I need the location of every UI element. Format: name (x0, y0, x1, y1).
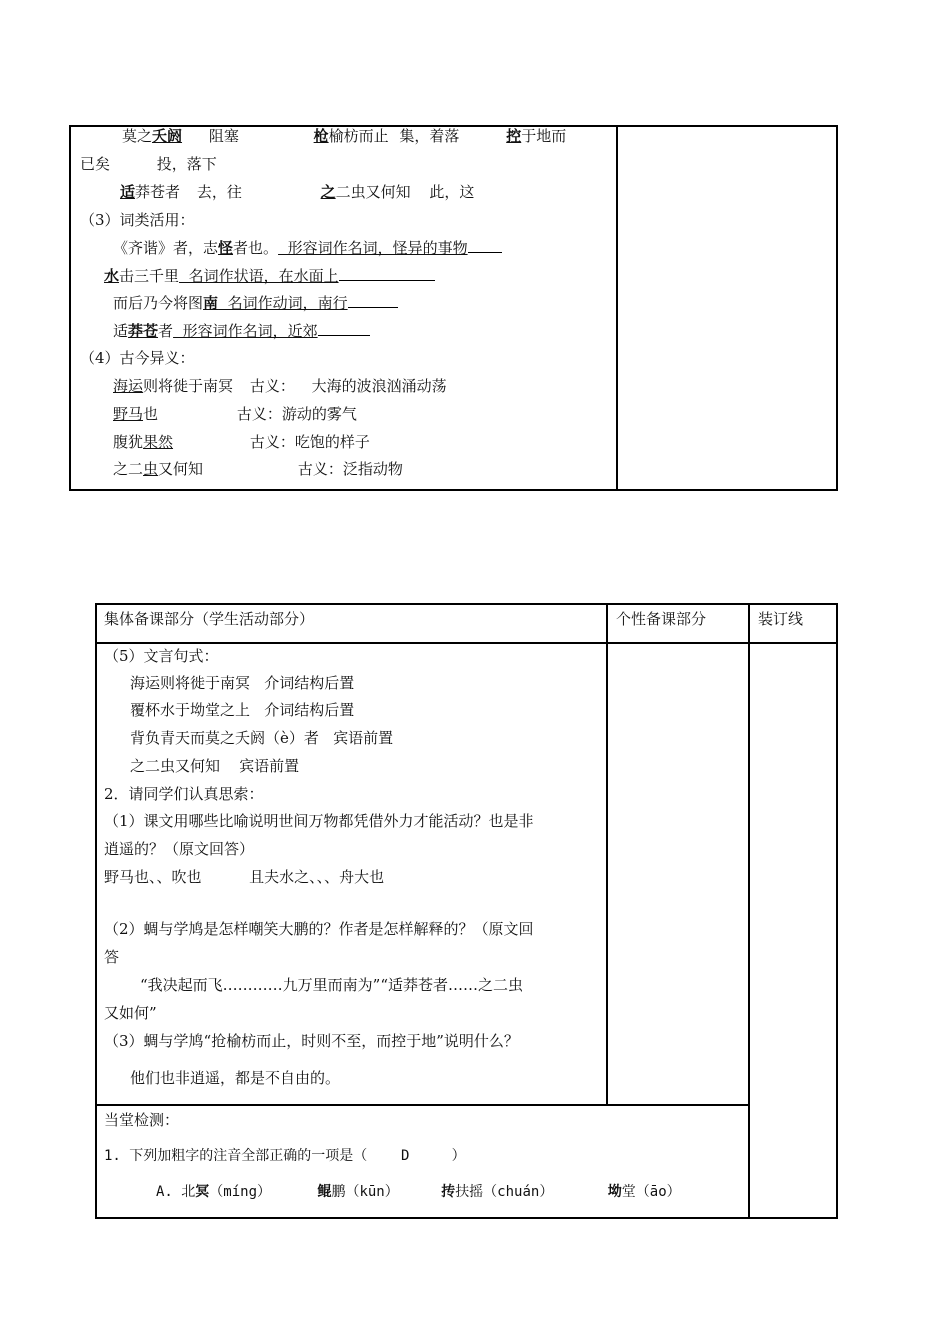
section-4-title: （4）古今异义： (80, 349, 195, 367)
mc-question-1: 1. 下列加粗字的注音全部正确的一项是（ D ） (104, 1148, 466, 1164)
term-kong: 控 (506, 127, 522, 145)
col-divider-2 (748, 603, 750, 1219)
sentence-3: 背负青天而莫之夭阏（è）者 宾语前置 (130, 729, 394, 747)
sentence-1: 海运则将徙于南冥 介词结构后置 (130, 674, 355, 692)
table-1-divider (616, 125, 618, 491)
usage-4: 适莽苍者 形容词作名词，近郊 (113, 321, 370, 340)
term-qiang: 枪 (313, 127, 329, 145)
check-divider (95, 1104, 750, 1106)
question-2: 2．请同学们认真思索： (104, 785, 264, 803)
row-3: 适莽苍者 去，往 之二虫又何知 此，这 (120, 183, 475, 201)
meaning-4: 之二虫又何知 古义：泛指动物 (113, 460, 403, 478)
row-2: 已矣 投，落下 (80, 155, 217, 173)
answer-2-2a: “我决起而飞…………九万里而南为”“适莽苍者……之二虫 (140, 976, 524, 994)
question-2-3: （3）蜩与学鸠“抢榆枋而止，时则不至，而控于地”说明什么？ (104, 1032, 519, 1050)
section-5-title: （5）文言句式： (104, 647, 219, 665)
header-divider (95, 642, 838, 644)
meaning-2: 野马也 古义：游动的雾气 (113, 405, 357, 423)
sentence-2: 覆杯水于坳堂之上 介词结构后置 (130, 701, 355, 719)
section-3-title: （3）词类活用： (80, 211, 195, 229)
answer-2-2b: 又如何” (104, 1004, 157, 1022)
question-2-1b: 逍遥的？（原文回答） (104, 840, 255, 858)
row-1: 莫之夭阏 阻塞 枪榆枋而止 集，着落 控于地而 (122, 127, 567, 145)
check-title: 当堂检测： (104, 1111, 180, 1129)
table-2 (95, 603, 838, 1219)
usage-1: 《齐谐》者，志怪者也。 形容词作名词，怪异的事物 (113, 238, 502, 257)
option-a: A. 北冥（míng） 鲲鹏（kūn） 抟扶摇（chuán） 坳堂（āo） (156, 1184, 681, 1200)
answer-2-1: 野马也、、吹也 且夫水之、、、舟大也 (104, 868, 385, 886)
meaning-1: 海运则将徙于南冥 古义： 大海的波浪汹涌动荡 (113, 377, 447, 395)
header-col-3: 装订线 (758, 610, 804, 628)
header-col-1: 集体备课部分（学生活动部分） (104, 610, 315, 628)
question-2-2a: （2）蜩与学鸠是怎样嘲笑大鹏的？作者是怎样解释的？（原文回 (104, 920, 534, 938)
answer-2-3: 他们也非逍遥，都是不自由的。 (130, 1069, 341, 1087)
term-yaoe: 夭阏 (152, 127, 183, 145)
col-divider-1 (606, 603, 608, 1106)
usage-3: 而后乃今将图南 名词作动词，南行 (113, 293, 398, 312)
header-col-2: 个性备课部分 (616, 610, 707, 628)
question-2-2b: 答 (104, 948, 120, 966)
question-2-1a: （1）课文用哪些比喻说明世间万物都凭借外力才能活动？也是非 (104, 812, 534, 830)
meaning-3: 腹犹果然 古义：吃饱的样子 (113, 433, 370, 451)
usage-2: 水击三千里 名词作状语，在水面上 (104, 266, 435, 285)
sentence-4: 之二虫又何知 宾语前置 (130, 757, 300, 775)
